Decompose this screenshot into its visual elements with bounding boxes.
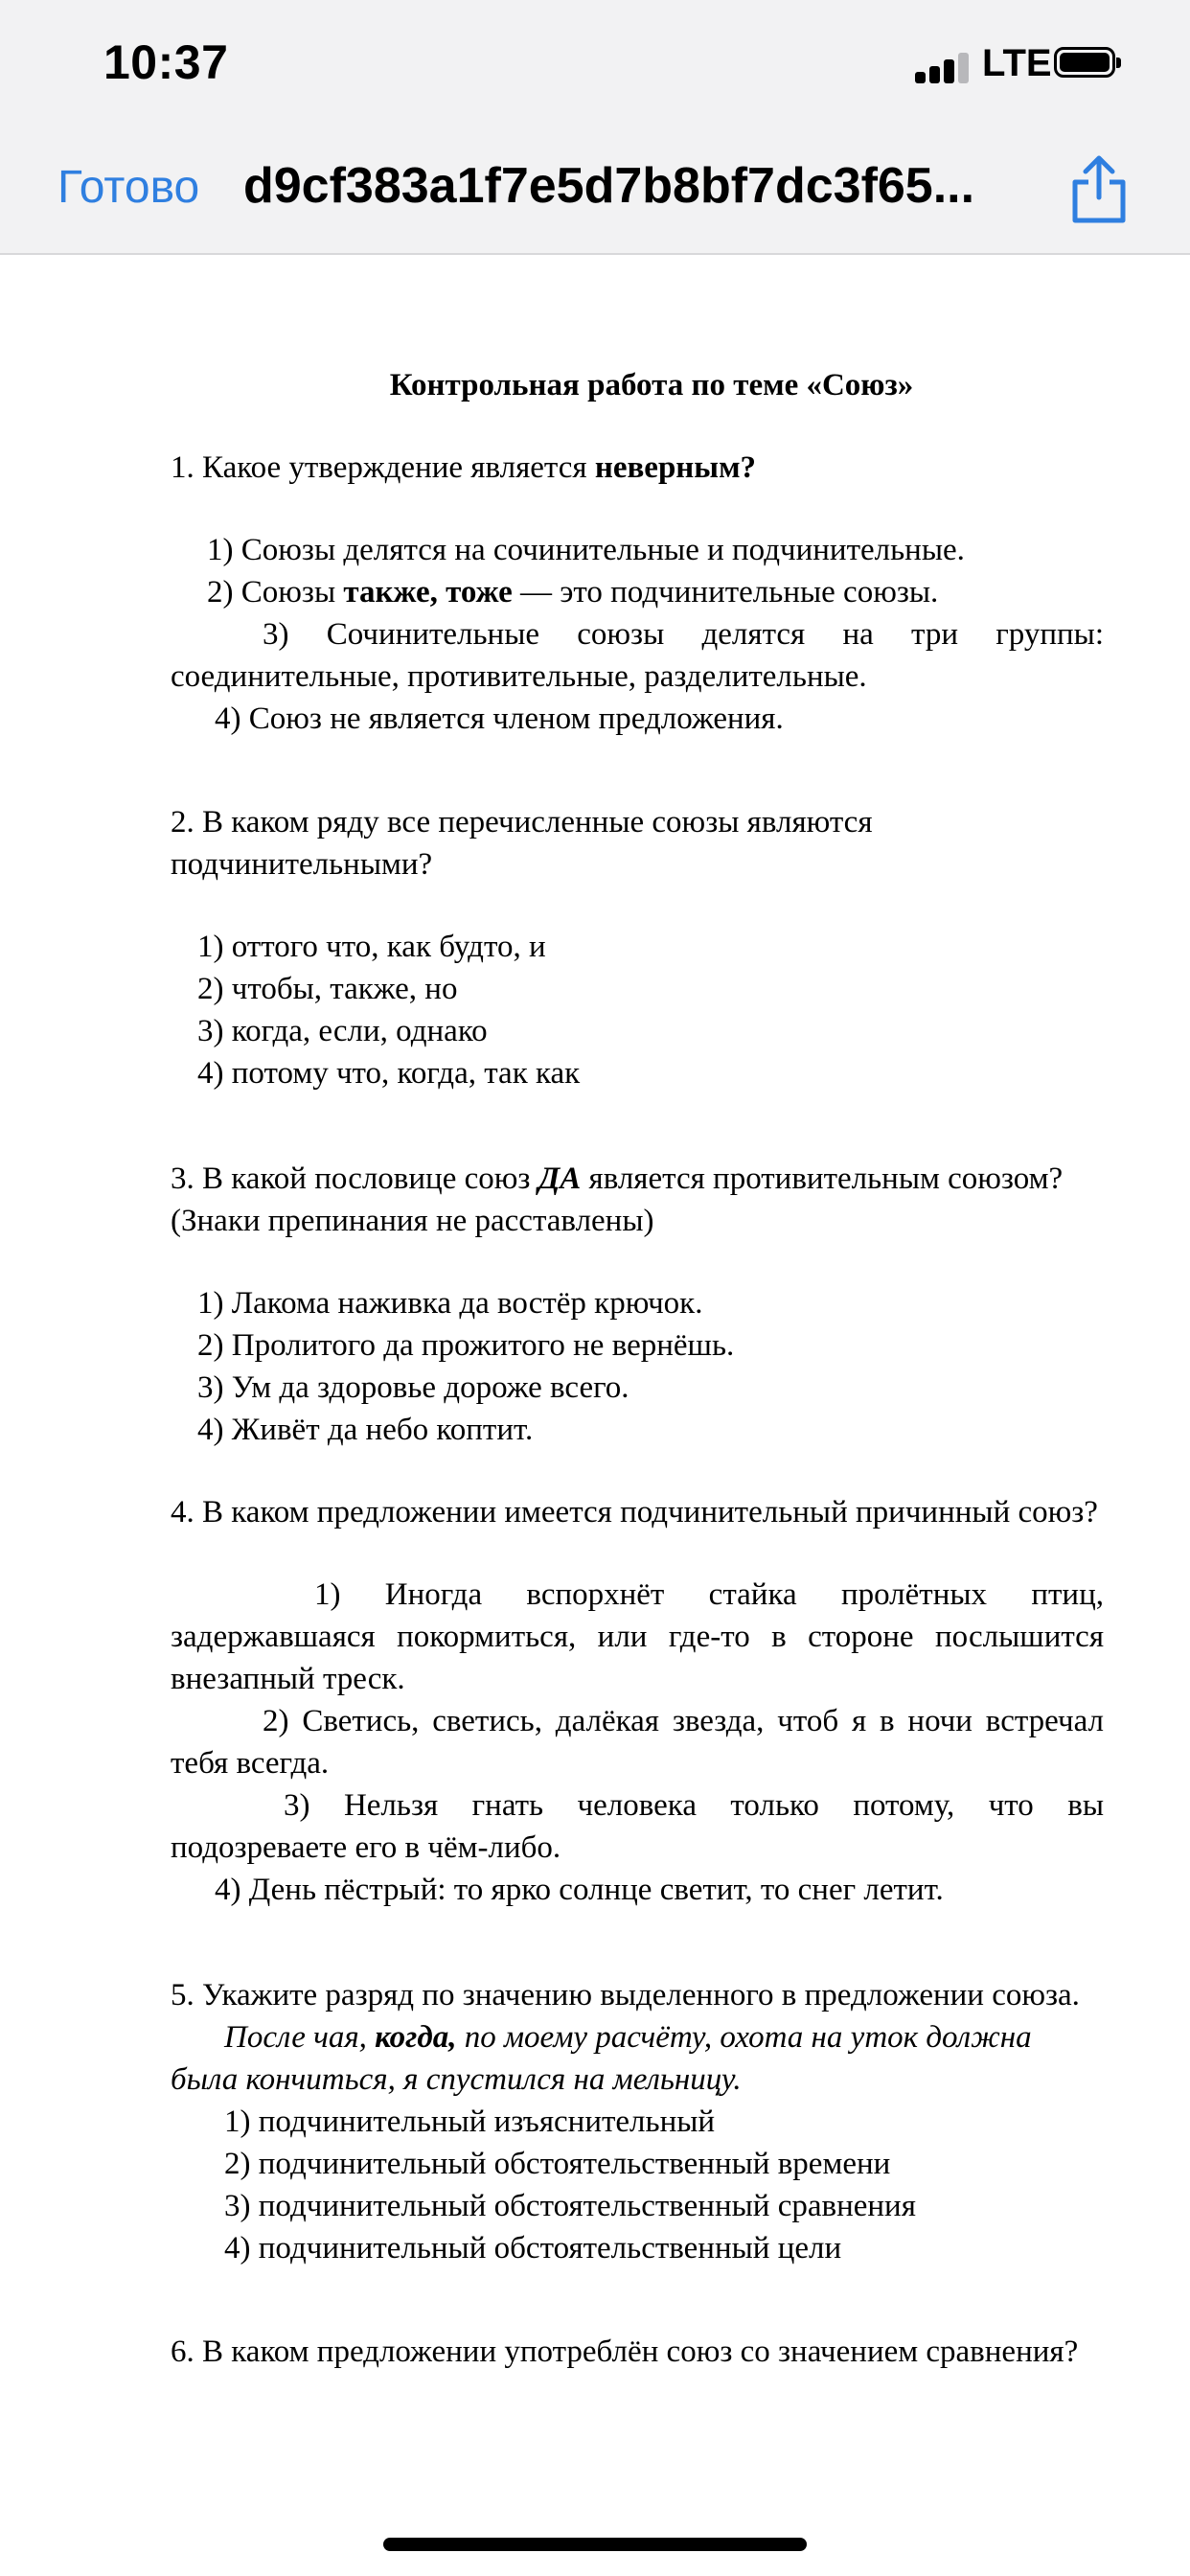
question-6-text: 6. В каком предложении употреблён союз со значением сравнения? [171,2334,1079,2369]
q2-option-3: 3) когда, если, однако [197,1014,488,1048]
q5-example-a: После чая, [224,2020,376,2055]
question-5 [171,1974,1104,2269]
question-5-text: 5. Укажите разряд по значению выделенного в предложении союза. [171,1978,1080,2012]
question-1 [171,447,1104,740]
q1-option-2-c: — это подчинительные союзы. [512,575,939,610]
question-1-bold: неверным? [594,450,757,485]
question-2-options [171,926,1104,1094]
q5-option-2: 2) подчинительный обстоятельственный времени [224,2147,891,2181]
q1-option-1: 1) Союзы делятся на сочинительные и подчинительные. [207,533,965,567]
question-1-options [171,529,1104,740]
question-4 [171,1491,1104,1911]
question-3 [171,1158,1104,1451]
document-title: d9cf383a1f7e5d7b8bf7dc3f65... [243,158,975,214]
q1-option-4: 4) Союз не является членом предложения. [215,702,784,736]
q5-example-bold: когда, [375,2020,457,2055]
network-type: LTE [982,42,1052,84]
question-6 [171,2331,1104,2373]
q4-option-1: 1) Иногда вспорхнёт стайка пролётных птиц, задержавшаяся покормиться, или где-то в стороне послышится внезапный треск. [171,1577,1104,1696]
question-3-suffix: является противительным союзом? (Знаки препинания не расставлены) [171,1162,1064,1238]
question-4-text: 4. В каком предложении имеется подчинительный причинный союз? [171,1495,1098,1530]
question-5-options [171,2101,1104,2269]
battery-icon [1054,47,1115,78]
q5-option-4: 4) подчинительный обстоятельственный цели [224,2231,842,2266]
question-3-prefix: 3. В какой пословице союз [171,1162,538,1196]
cellular-signal-icon [915,53,969,83]
question-1-prefix: 1. Какое утверждение является [171,450,595,485]
q3-option-4: 4) Живёт да небо коптит. [197,1413,534,1447]
q1-option-2-bold: также, тоже [343,575,513,610]
done-button[interactable]: Готово [57,162,200,213]
question-4-options [171,1574,1104,1911]
q2-option-1: 1) оттого что, как будто, и [197,930,546,964]
document-heading: Контрольная работа по теме «Союз» [389,368,914,402]
q3-option-2: 2) Пролитого да прожитого не вернёшь. [197,1328,735,1363]
q4-option-3: 3) Нельзя гнать человека только потому, что вы подозреваете его в чём-либо. [171,1788,1104,1865]
question-3-emphasis: ДА [538,1162,582,1196]
q5-option-3: 3) подчинительный обстоятельственный сравнения [224,2189,916,2223]
q5-option-1: 1) подчинительный изъяснительный [224,2104,716,2139]
q5-example-sentence [171,2016,1104,2101]
q5-example-c: по моему расчёту, охота на уток должна была кончиться, я спустился на мельницу. [171,2020,1032,2097]
navigation-header [0,0,1190,255]
question-2 [171,801,1104,1094]
q1-option-2-a: 2) Союзы [207,575,344,610]
question-3-text [171,1158,1104,1242]
share-icon[interactable] [1065,153,1133,224]
q1-option-3: 3) Сочинительные союзы делятся на три группы: соединительные, противительные, разделительные. [171,617,1104,694]
q4-option-2: 2) Светись, светись, далёкая звезда, чтоб я в ночи встречал тебя всегда. [171,1704,1104,1781]
q2-option-2: 2) чтобы, также, но [197,972,458,1006]
q3-option-1: 1) Лакома наживка да востёр крючок. [197,1286,703,1321]
q2-option-4: 4) потому что, когда, так как [197,1056,581,1091]
q3-option-3: 3) Ум да здоровье дороже всего. [197,1370,629,1405]
question-1-text [171,447,1104,489]
q1-option-2 [171,571,1104,613]
document-page [171,364,1104,2373]
q4-option-4: 4) День пёстрый: то ярко солнце светит, то снег летит. [215,1873,944,1907]
question-2-text: 2. В каком ряду все перечисленные союзы являются подчинительными? [171,805,873,882]
question-3-options [171,1282,1104,1451]
home-indicator[interactable] [383,2538,807,2551]
status-time: 10:37 [103,35,229,89]
